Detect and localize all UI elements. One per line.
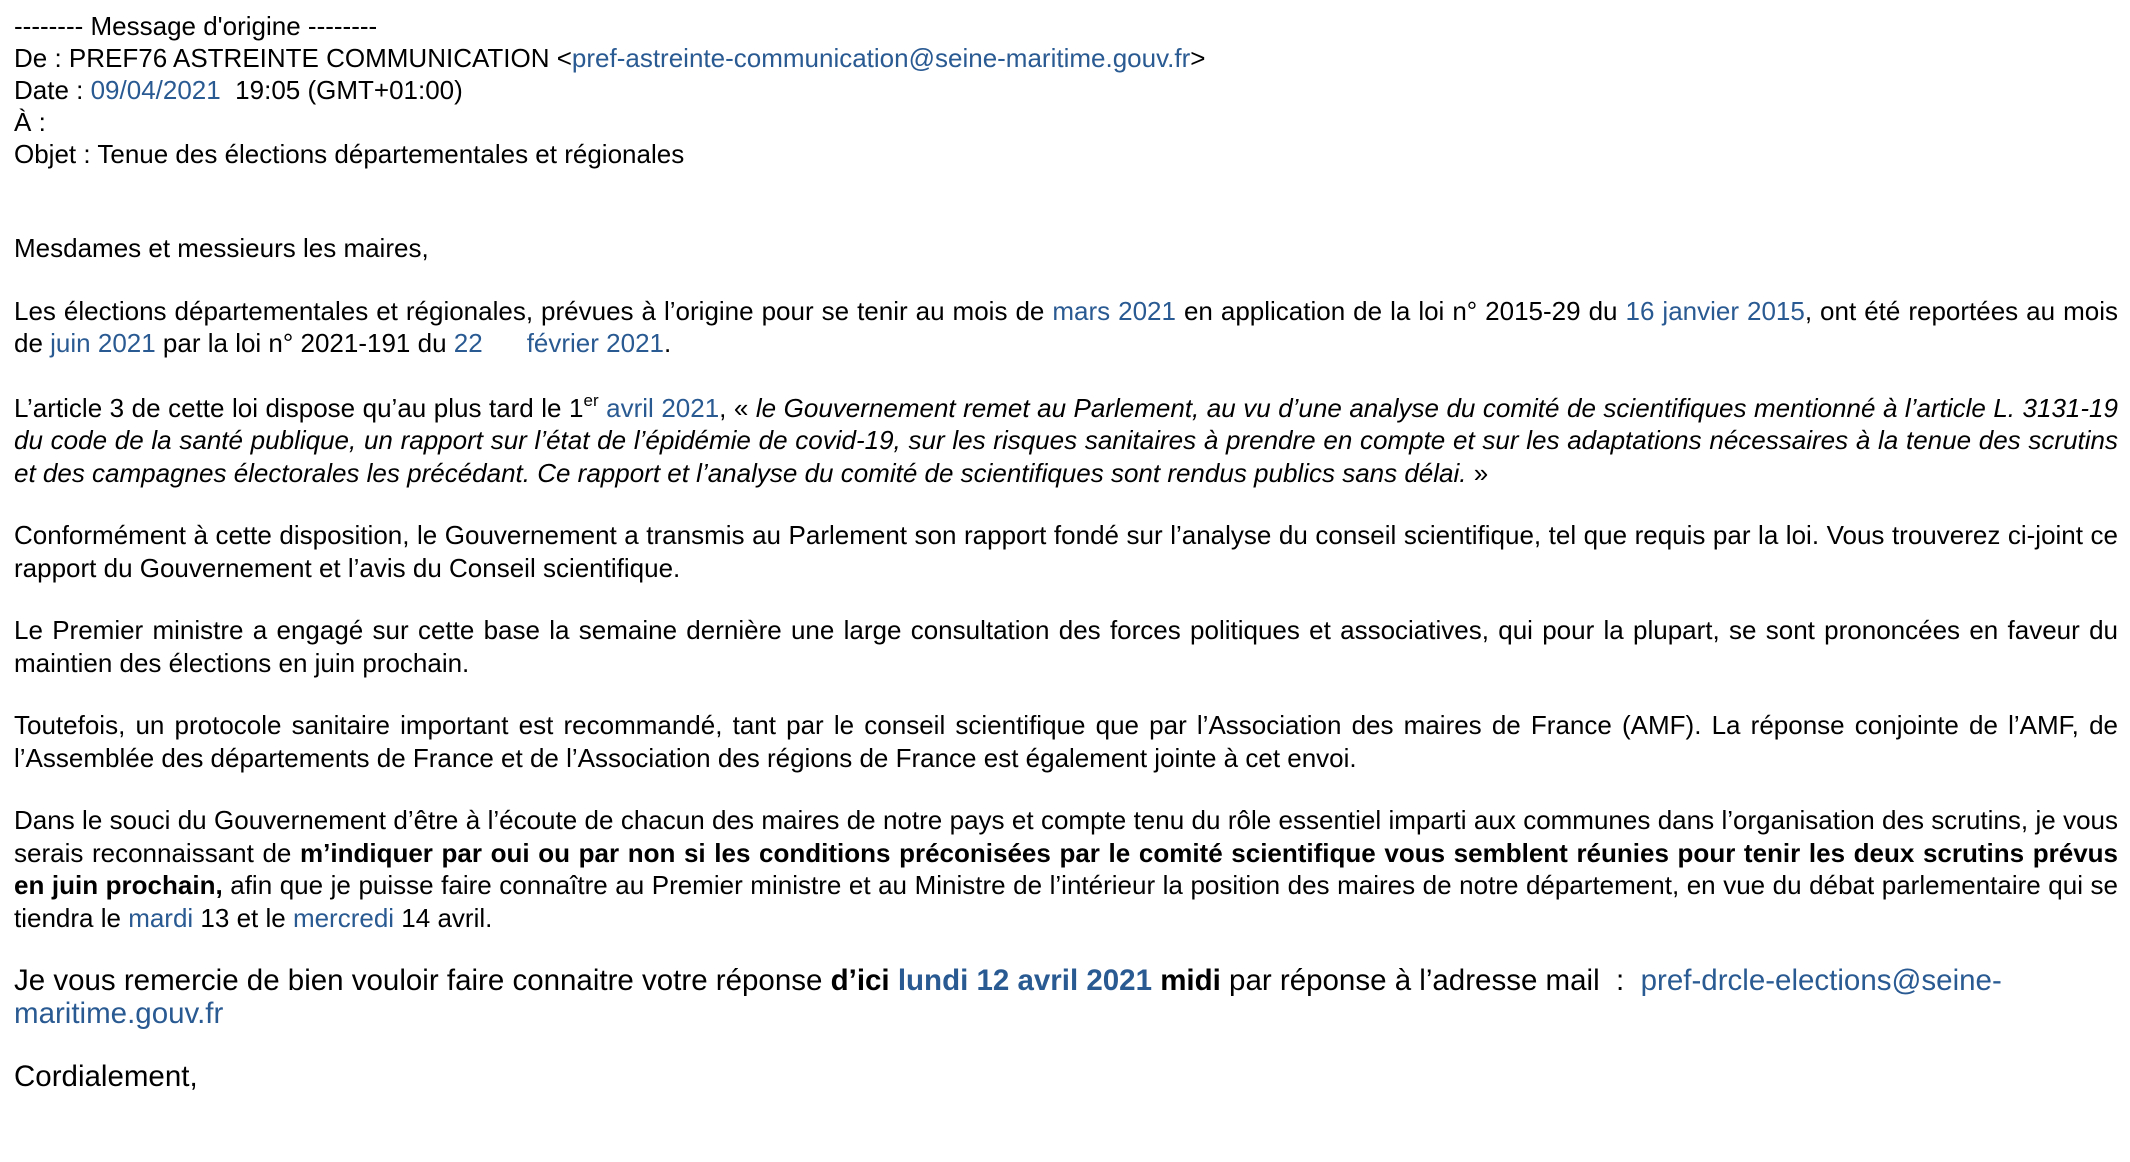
paragraph-request — [14, 804, 2118, 934]
superscript: er — [583, 390, 599, 410]
paragraph-deadline — [14, 964, 2118, 1030]
spacer — [14, 170, 2118, 232]
date-link[interactable]: 22 — [453, 328, 483, 358]
deadline-time: midi — [1160, 964, 1221, 997]
from-name: PREF76 ASTREINTE COMMUNICATION — [68, 43, 557, 73]
text: par réponse à l’adresse mail : — [1220, 964, 1641, 997]
text: Les élections départementales et régionales, prévues à l’origine pour se tenir au mois de — [14, 295, 1053, 326]
text: 13 et le — [193, 902, 293, 933]
from-label: De : — [14, 43, 69, 73]
law-quote: le Gouvernement remet au Parlement, au vu d’une analyse du comité de scientifiques mentionné à l’article L. 3131-19 du code de la santé publique, un rapport sur l’état de l’épidémie de covid-19, sur les risques sanitaires à prendre en compte et sur les adaptations nécessaires à la tenue des scrutins et des campagnes électorales les précédant. Ce rapport et l’analyse du comité de scientifiques sont rendus publics sans délai. — [14, 392, 2118, 488]
from-email-link[interactable]: pref-astreinte-communication@seine-maritime.gouv.fr — [571, 43, 1191, 73]
paragraph-report: Conformément à cette disposition, le Gouvernement a transmis au Parlement son rapport fondé sur l’analyse du conseil scientifique, tel que requis par la loi. Vous trouverez ci-joint ce rapport du Gouvernement et l’avis du Conseil scientifique. — [14, 520, 2118, 583]
closing: Cordialement, — [14, 1060, 198, 1093]
date-link[interactable]: 16 janvier 2015 — [1625, 295, 1805, 326]
text: Dans le souci du Gouvernement d’être à l’écoute de chacun des maires de notre pays et compte tenu du rôle essentiel imparti aux communes dans l’organisation des scrutins, je vous serais reconnaissant de — [14, 805, 2118, 868]
text: Je vous remercie de bien vouloir faire connaitre votre réponse — [14, 964, 831, 997]
deadline-emphasis: d’ici — [830, 964, 890, 997]
date-link[interactable]: mardi — [128, 902, 194, 933]
deadline-date-link[interactable]: lundi 12 avril 2021 — [897, 964, 1152, 997]
date-link[interactable]: avril 2021 — [606, 392, 720, 423]
from-bracket-close: > — [1190, 43, 1206, 73]
date-link[interactable]: mercredi — [292, 902, 395, 933]
date-link[interactable]: juin 2021 — [50, 328, 156, 358]
text: » — [1466, 457, 1489, 488]
date-link[interactable]: mars 2021 — [1052, 295, 1176, 326]
subject-value: Tenue des élections départementales et régionales — [97, 139, 685, 169]
from-line — [14, 42, 2118, 74]
paragraph-protocol: Toutefois, un protocole sanitaire important est recommandé, tant par le conseil scientifique que par l’Association des maires de France (AMF). La réponse conjointe de l’AMF, de l’Assemblée des départements de France et de l’Association des régions de France est également jointe à cet envoi. — [14, 710, 2118, 773]
text: en application de la loi n° 2015-29 du — [1175, 295, 1626, 326]
date-line — [14, 74, 2118, 106]
paragraph-elections-postponed — [14, 295, 2118, 360]
to-line: À : — [14, 107, 46, 137]
greeting: Mesdames et messieurs les maires, — [14, 233, 429, 263]
paragraph-article-3 — [14, 392, 2118, 490]
date-label: Date : — [14, 75, 91, 105]
subject-label: Objet : — [14, 139, 98, 169]
text: par la loi n° 2021-191 du — [155, 328, 454, 358]
text: afin que je puisse faire connaître au Premier ministre et au Ministre de l’intérieur la position des maires de notre département, en vue du débat parlementaire qui se tiendra le — [14, 870, 2119, 933]
text: , ont été reportées au mois de — [14, 295, 2118, 358]
subject-line — [14, 138, 2118, 170]
text — [1152, 964, 1160, 997]
date-link[interactable]: 09/04/2021 — [90, 75, 221, 105]
text: 14 avril. — [394, 902, 493, 933]
date-link[interactable]: février 2021 — [526, 328, 664, 358]
forward-separator: -------- Message d'origine -------- — [14, 11, 378, 41]
from-bracket-open: < — [556, 43, 572, 73]
text: , « — [719, 392, 756, 423]
text: . — [664, 328, 672, 358]
request-emphasis: m’indiquer par oui ou par non si les conditions préconisées par le comité scientifique vous semblent réunies pour tenir les deux scrutins prévus en juin prochain, — [14, 837, 2118, 900]
date-time: 19:05 (GMT+01:00) — [220, 75, 463, 105]
text — [890, 964, 898, 997]
reply-email-link[interactable]: pref-drcle-elections@seine-maritime.gouv.fr — [14, 964, 2002, 1030]
text: L’article 3 de cette loi dispose qu’au plus tard le 1 — [14, 392, 584, 423]
paragraph-consultation: Le Premier ministre a engagé sur cette base la semaine dernière une large consultation des forces politiques et associatives, qui pour la plupart, se sont prononcées en faveur du maintien des élections en juin prochain. — [14, 615, 2118, 678]
